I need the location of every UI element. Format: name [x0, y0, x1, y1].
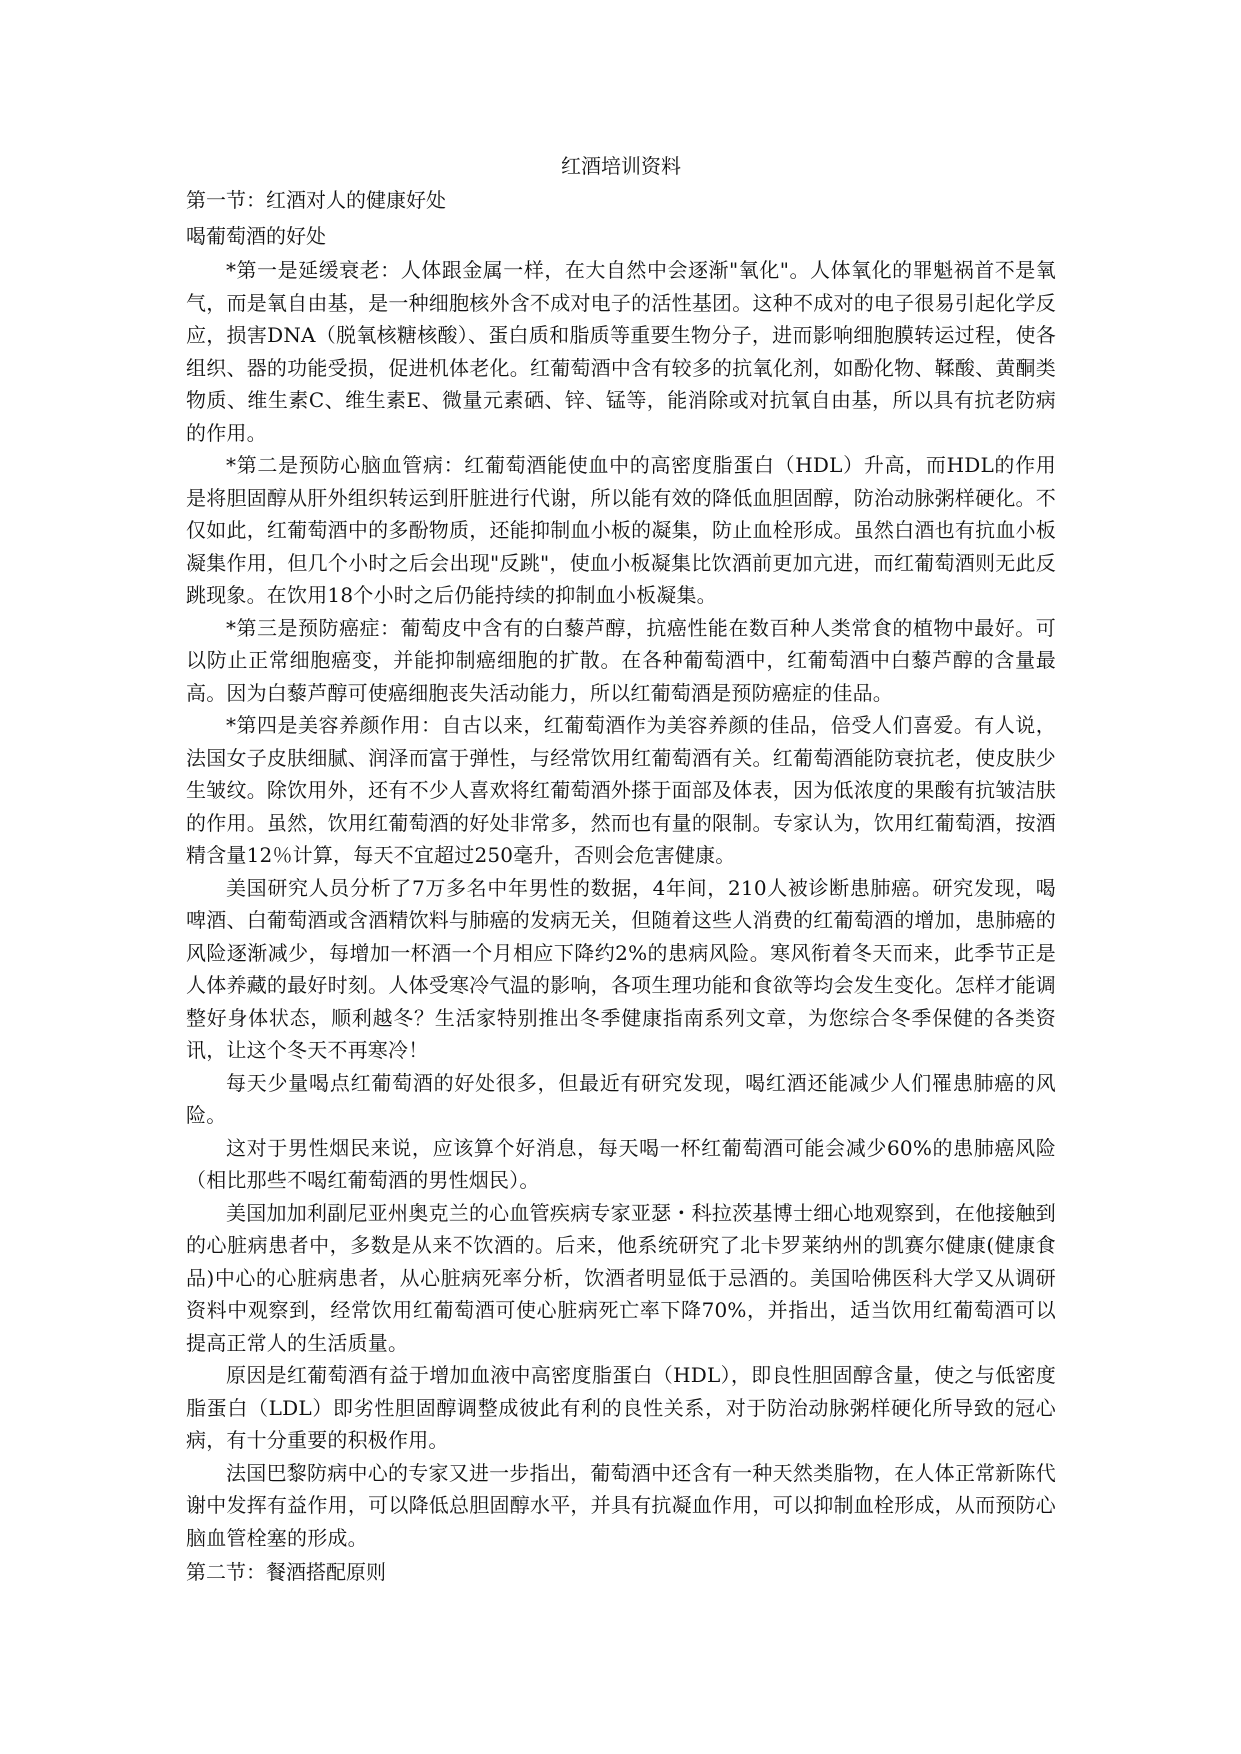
paragraph-smokers: 这对于男性烟民来说，应该算个好消息，每天喝一杯红葡萄酒可能会减少60%的患肺癌风险（相比那些不喝红葡萄酒的男性烟民）。	[186, 1135, 1056, 1192]
document-title: 红酒培训资料	[561, 154, 681, 178]
subheading-benefits: 喝葡萄酒的好处	[186, 224, 326, 248]
paragraph-heart-disease: 美国加加利副尼亚州奥克兰的心血管疾病专家亚瑟・科拉茨基博士细心地观察到，在他接触到的心脏病患者中，多数是从来不饮酒的。后来，他系统研究了北卡罗莱纳州的凯赛尔健康(健康食品)中心的心脏病患者，从心脏病死率分析，饮酒者明显低于忌酒的。美国哈佛医科大学又从调研资料中观察到，经常饮用红葡萄酒可使心脏病死亡率下降70%，并指出，适当饮用红葡萄酒可以提高正常人的生活质量。	[186, 1200, 1056, 1355]
section-1-heading: 第一节：红酒对人的健康好处	[186, 188, 446, 212]
paragraph-beauty: *第四是美容养颜作用：自古以来，红葡萄酒作为美容养颜的佳品，倍受人们喜爱。有人说，法国女子皮肤细腻、润泽而富于弹性，与经常饮用红葡萄酒有关。红葡萄酒能防衰抗老，使皮肤少生皱纹。除饮用外，还有不少人喜欢将红葡萄酒外搽于面部及体表，因为低浓度的果酸有抗皱洁肤的作用。虽然，饮用红葡萄酒的好处非常多，然而也有量的限制。专家认为，饮用红葡萄酒，按酒精含量12％计算，每天不宜超过250毫升，否则会危害健康。	[186, 713, 1056, 867]
paragraph-cancer-prevention: *第三是预防癌症：葡萄皮中含有的白藜芦醇，抗癌性能在数百种人类常食的植物中最好。可以防止正常细胞癌变，并能抑制癌细胞的扩散。在各种葡萄酒中，红葡萄酒中白藜芦醇的含量最高。因为白藜芦醇可使癌细胞丧失活动能力，所以红葡萄酒是预防癌症的佳品。	[186, 615, 1056, 705]
paragraph-lung-cancer-study: 美国研究人员分析了7万多名中年男性的数据，4年间，210人被诊断患肺癌。研究发现，喝啤酒、白葡萄酒或含酒精饮料与肺癌的发病无关，但随着这些人消费的红葡萄酒的增加，患肺癌的风险逐渐减少，每增加一杯酒一个月相应下降约2%的患病风险。寒风衔着冬天而来，此季节正是人体养藏的最好时刻。人体受寒冷气温的影响，各项生理功能和食欲等均会发生变化。怎样才能调整好身体状态，顺利越冬？生活家特别推出冬季健康指南系列文章，为您综合冬季保健的各类资讯，让这个冬天不再寒冷！	[186, 875, 1056, 1062]
paragraph-cardiovascular: *第二是预防心脑血管病：红葡萄酒能使血中的高密度脂蛋白（HDL）升高，而HDL的作用是将胆固醇从肝外组织转运到肝脏进行代谢，所以能有效的降低血胆固醇，防治动脉粥样硬化。不仅如此，红葡萄酒中的多酚物质，还能抑制血小板的凝集，防止血栓形成。虽然白酒也有抗血小板凝集作用，但几个小时之后会出现"反跳"，使血小板凝集比饮酒前更加亢进，而红葡萄酒则无此反跳现象。在饮用18个小时之后仍能持续的抑制血小板凝集。	[186, 453, 1056, 607]
paragraph-hdl-ldl: 原因是红葡萄酒有益于增加血液中高密度脂蛋白（HDL），即良性胆固醇含量，使之与低密度脂蛋白（LDL）即劣性胆固醇调整成彼此有利的良性关系，对于防治动脉粥样硬化所导致的冠心病，有十分重要的积极作用。	[186, 1363, 1056, 1452]
section-2-heading: 第二节：餐酒搭配原则	[186, 1560, 386, 1584]
document-body	[186, 150, 1056, 1590]
paragraph-lung-cancer-risk: 每天少量喝点红葡萄酒的好处很多，但最近有研究发现，喝红酒还能减少人们罹患肺癌的风险。	[186, 1070, 1056, 1127]
paragraph-paris-center: 法国巴黎防病中心的专家又进一步指出，葡萄酒中还含有一种天然类脂物，在人体正常新陈代谢中发挥有益作用，可以降低总胆固醇水平，并具有抗凝血作用，可以抑制血栓形成，从而预防心脑血管栓塞的形成。	[186, 1460, 1056, 1550]
paragraph-anti-aging: *第一是延缓衰老：人体跟金属一样，在大自然中会逐渐"氧化"。人体氧化的罪魁祸首不是氧气，而是氧自由基，是一种细胞核外含不成对电子的活性基团。这种不成对的电子很易引起化学反应，损害DNA（脱氧核糖核酸）、蛋白质和脂质等重要生物分子，进而影响细胞膜转运过程，使各组织、器的功能受损，促进机体老化。红葡萄酒中含有较多的抗氧化剂，如酚化物、鞣酸、黄酮类物质、维生素C、维生素E、微量元素硒、锌、锰等，能消除或对抗氧自由基，所以具有抗老防病的作用。	[186, 258, 1056, 445]
